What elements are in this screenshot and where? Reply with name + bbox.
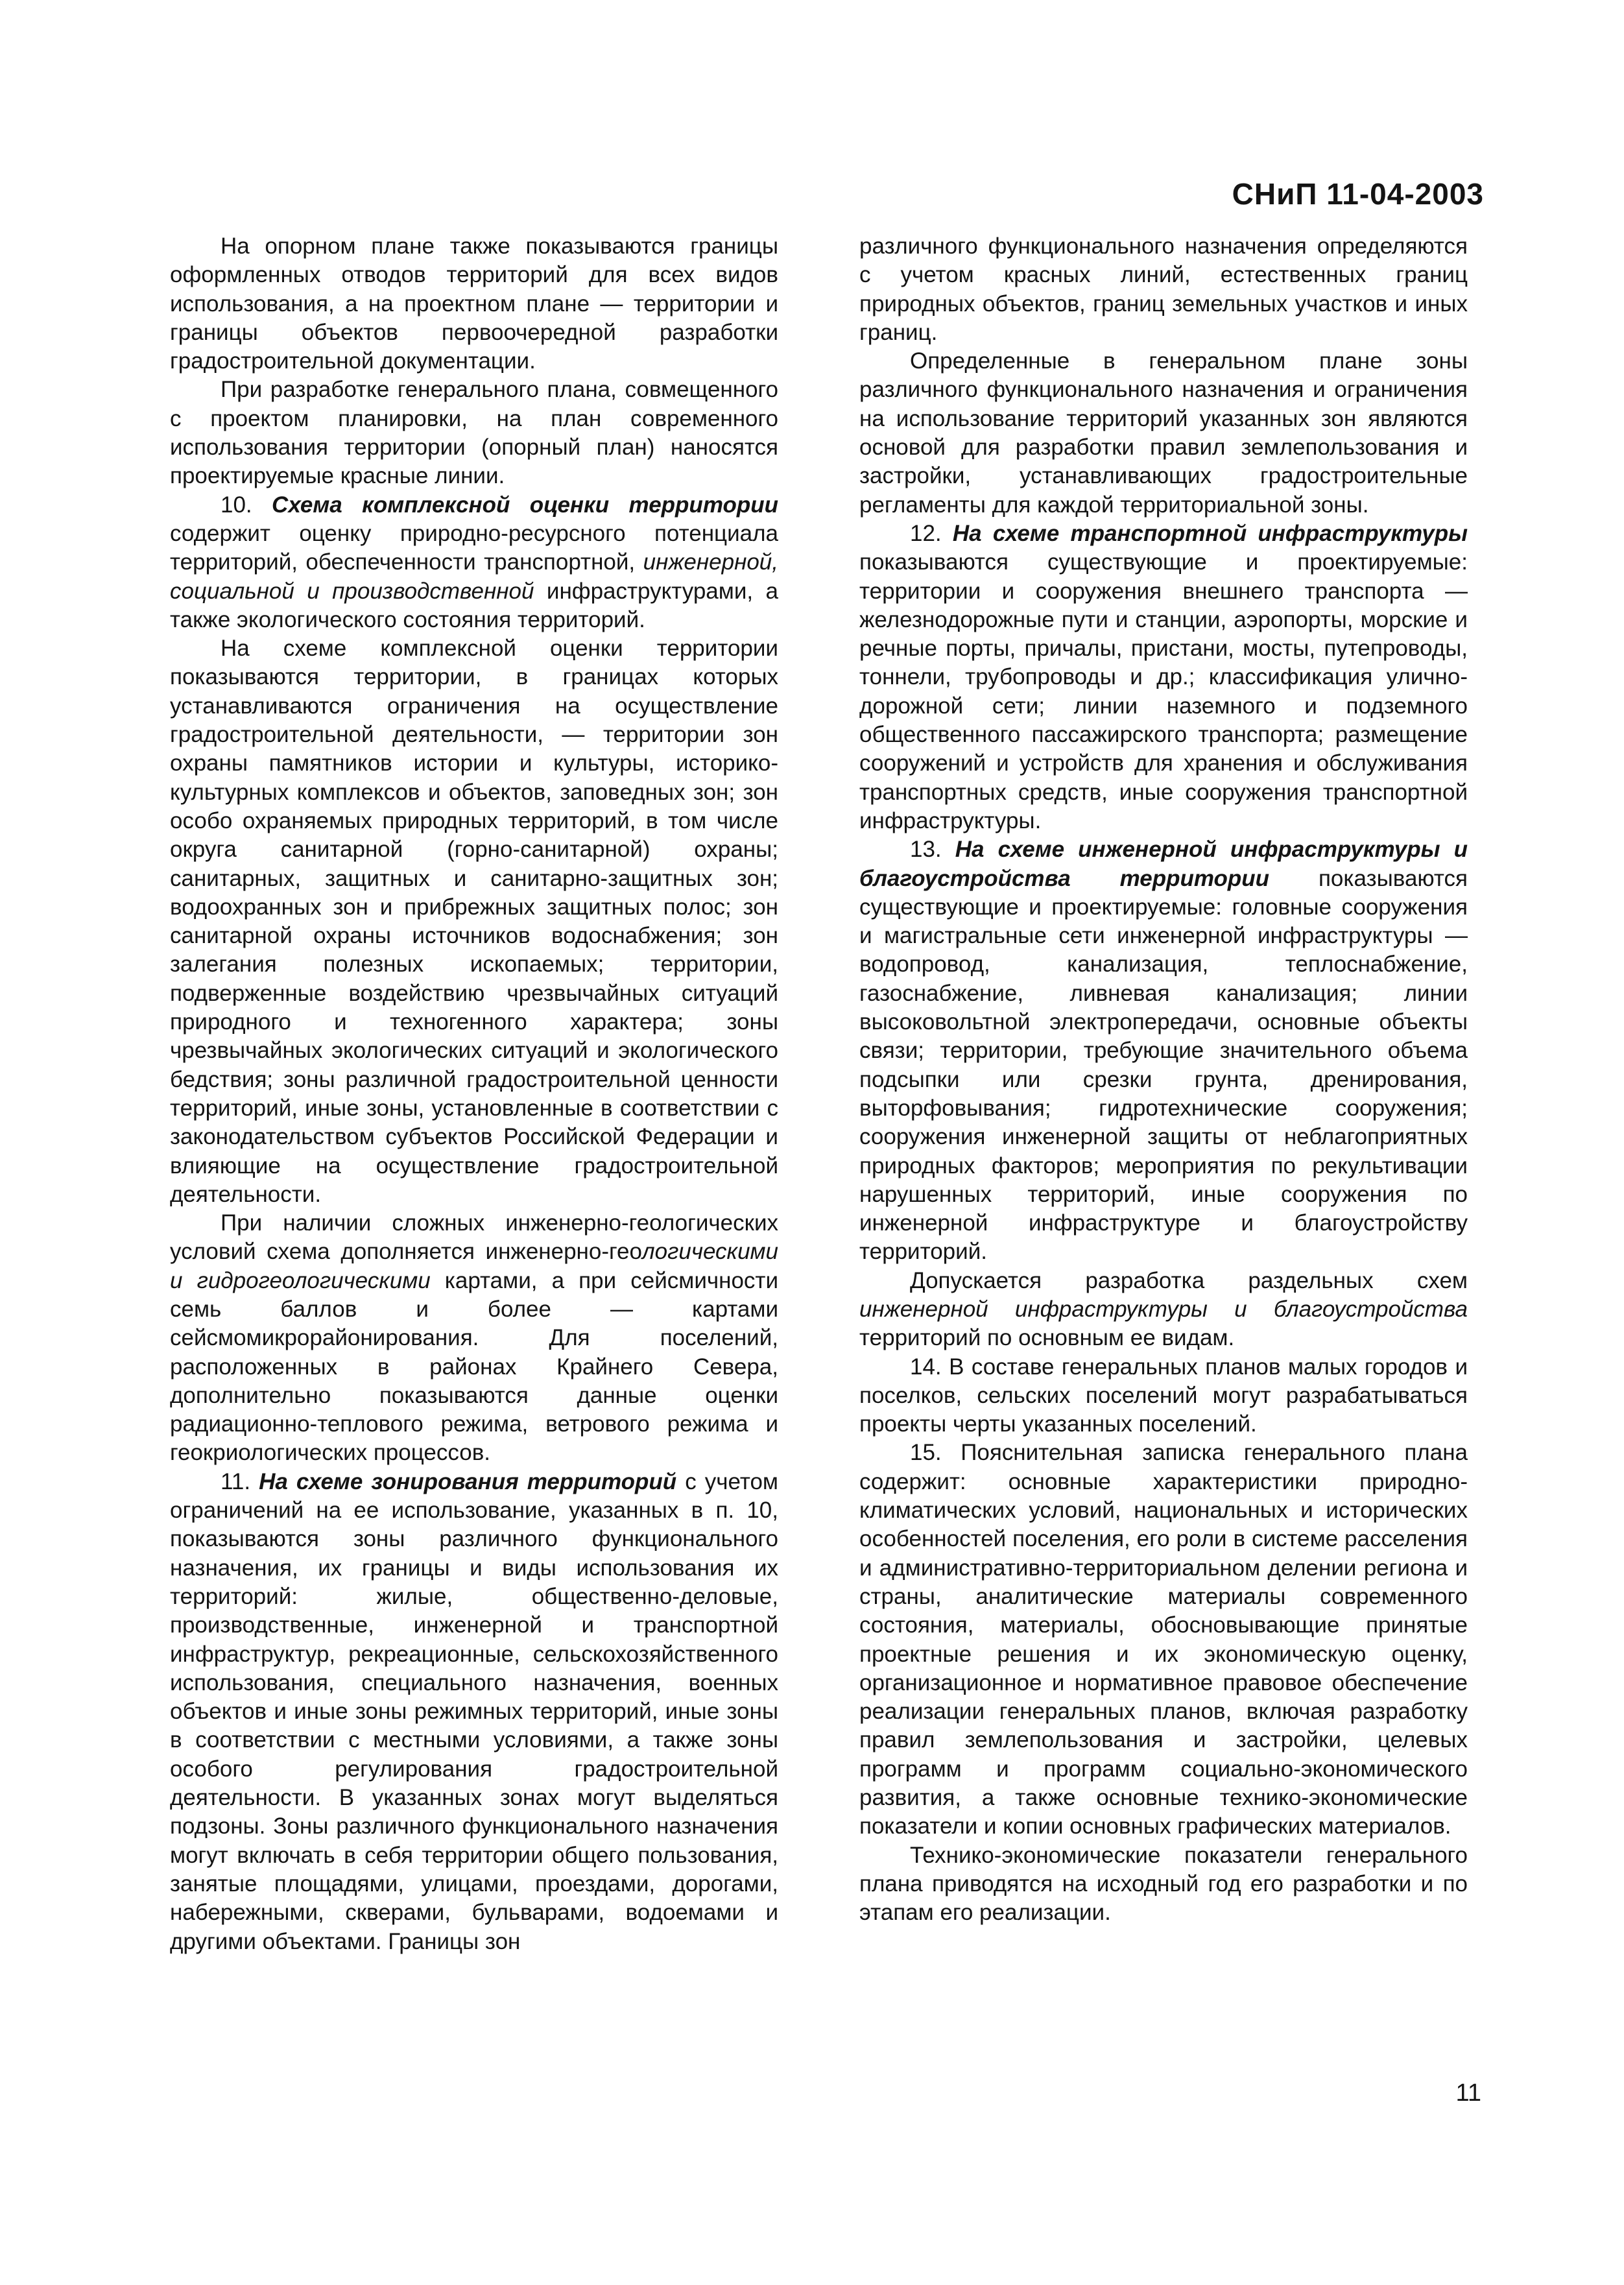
item-text: с учетом ограничений на ее использование, указанных в п. 10, показываются зоны различного функционального назначения, их границы и виды использования их территорий: жилые, общественно-деловые, производственные, инженерной и транспортной инфраструктур, рекреационные, сельскохозяйственного использования, специального назначения, военных объектов и иные зоны режимных территорий, иные зоны в соответствии с местными условиями, а также зоны особого регулирования градостроительной деятельности. В указанных зонах могут выделяться подзоны. Зоны различного функционального назначения могут включать в себя территории общего пользования, занятые площадями, улицами, проездами, дорогами, набережными, скверами, бульварами, водоемами и другими объектами. Границы зон	[170, 1468, 778, 1954]
paragraph-item-13	[859, 835, 1468, 1266]
item-heading: На схеме зонирования территорий	[259, 1468, 677, 1494]
paragraph-item-10	[170, 491, 778, 634]
paragraph-emphasis: инженерной инфраструктуры и благоустройства	[859, 1296, 1468, 1322]
item-emphasis: инженерной, социальной и производственной	[170, 549, 778, 604]
paragraph-separate-schemes	[859, 1267, 1468, 1353]
paragraph-item-12	[859, 520, 1468, 835]
item-text: содержит оценку природно-ресурсного потенциала территорий, обеспеченности транспортной,	[170, 520, 778, 575]
paragraph-item-14: 14. В составе генеральных планов малых городов и поселков, сельских поселений могут разрабатываться проекты черты указанных поселений.	[859, 1354, 1468, 1437]
paragraph-reference-plan: На опорном плане также показываются границы оформленных отводов территорий для всех видов использования, а на проектном плане — территории и границы объектов первоочередной разработки градостроительной документации.	[170, 233, 778, 374]
item-heading: Схема комплексной оценки территории	[272, 492, 778, 518]
item-heading: На схеме инженерной инфраструктуры и благоустройства территории	[859, 837, 1468, 891]
paragraph-text-end: территорий по основным ее видам.	[859, 1325, 1235, 1351]
paragraph-geology	[170, 1209, 778, 1468]
paragraph-combined-plan: При разработке генерального плана, совмещенного с проектом планировки, на план современного использования территории (опорный план) наносятся проектируемые красные линии.	[170, 377, 778, 489]
left-text-column	[170, 232, 778, 1956]
item-number: 11.	[221, 1468, 259, 1494]
paragraph-emphasis: логическими и гидрогеологическими	[170, 1239, 778, 1293]
paragraph-continuation: различного функционального назначения определяются с учетом красных линий, естественных границ природных объектов, границ земельных участков и иных границ.	[859, 233, 1468, 345]
paragraph-item-15: 15. Пояснительная записка генерального плана содержит: основные характеристики природно-климатических условий, национальных и исторических особенностей поселения, его роли в системе расселения и административно-территориальном делении региона и страны, аналитические материалы современного состояния, материалы, обосновывающие принятые проектные решения и их экономическую оценку, организационное и нормативное правовое обеспечение реализации генеральных планов, включая разработку правил землепользования и застройки, целевых программ и программ социально-экономического развития, а также основные технико-экономические показатели и копии основных графических материалов.	[859, 1440, 1468, 1839]
paragraph-text-end: картами, а при сейсмичности семь баллов и более — картами сейсмомикрорайонирования. Для поселений, расположенных в районах Крайнего Севера, дополнительно показываются данные оценки радиационно-теплового режима, ветрового режима и геокриологических процессов.	[170, 1267, 778, 1466]
item-text: показываются существующие и проектируемые: головные сооружения и магистральные сети инженерной инфраструктуры — водопровод, канализация, теплоснабжение, газоснабжение, ливневая канализация; линии высоковольтной электропередачи, основные объекты связи; территории, требующие значительного объема подсыпки или срезки грунта, дренирования, выторфовывания; гидротехнические сооружения; сооружения инженерной защиты от неблагоприятных природных факторов; мероприятия по рекультивации нарушенных территорий, иные сооружения по инженерной инфраструктуре и благоустройству территорий.	[859, 865, 1468, 1265]
paragraph-item-11	[170, 1468, 778, 1956]
document-code-header: СНиП 11-04-2003	[1232, 177, 1484, 211]
paragraph-text: Допускается разработка раздельных схем	[910, 1267, 1468, 1293]
paragraph-zone-basis: Определенные в генеральном плане зоны различного функционального назначения и ограничения на использование территорий указанных зон являются основой для разработки правил землепользования и застройки, устанавливающих градостроительные регламенты для каждой территориальной зоны.	[859, 348, 1468, 518]
page-number: 11	[1455, 2079, 1481, 2107]
item-text: показываются существующие и проектируемые: территории и сооружения внешнего транспорта — железнодорожные пути и станции, аэропорты, морские и речные порты, причалы, пристани, мосты, путепроводы, тоннели, трубопроводы и др.; классификация улично-дорожной сети; линии наземного и подземного общественного пассажирского транспорта; размещение сооружений и устройств для хранения и обслуживания транспортных средств, иные сооружения транспортной инфраструктуры.	[859, 549, 1468, 833]
item-number: 13.	[910, 837, 955, 863]
paragraph-restriction-zones: На схеме комплексной оценки территории показываются территории, в границах которых устанавливаются ограничения на осуществление градостроительной деятельности, — территории зон охраны памятников истории и культуры, историко-культурных комплексов и объектов, заповедных зон; зон особо охраняемых природных территорий, в том числе округа санитарной (горно-санитарной) охраны; санитарных, защитных и санитарно-защитных зон; водоохранных зон и прибрежных защитных полос; зон санитарной охраны источников водоснабжения; зон залегания полезных ископаемых; территории, подверженные воздействию чрезвычайных ситуаций природного и техногенного характера; зоны чрезвычайных экологических ситуаций и экологического бедствия; зоны различной градостроительной ценности территорий, иные зоны, установленные в соответствии с законодательством субъектов Российской Федерации и влияющие на осуществление градостроительной деятельности.	[170, 636, 778, 1207]
paragraph-text: При наличии сложных инженерно-геологических условий схема дополняется инженерно-гео	[170, 1210, 778, 1265]
item-heading: На схеме транспортной инфраструктуры	[952, 520, 1468, 546]
item-number: 10.	[221, 492, 272, 518]
item-text-end: инфраструктурами, а также экологического состояния территорий.	[170, 578, 778, 632]
paragraph-indicators: Технико-экономические показатели генерального плана приводятся на исходный год его разработки и по этапам его реализации.	[859, 1842, 1468, 1926]
item-number: 12.	[910, 520, 953, 546]
right-text-column	[859, 232, 1468, 1928]
